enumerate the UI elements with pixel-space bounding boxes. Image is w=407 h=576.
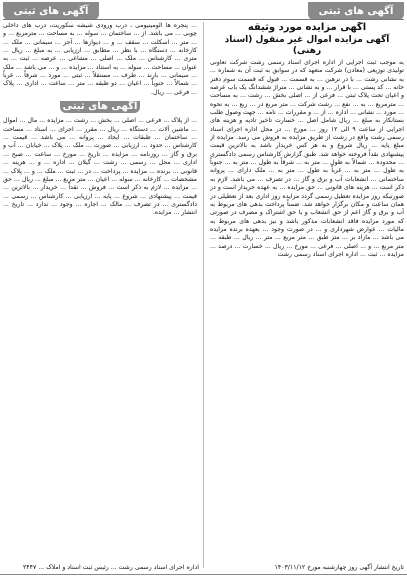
issuer-signature: اداره اجرای اسناد رسمی رشت ... رئیس ثبت اسناد و املاک ... ۲۴۴۷: [22, 563, 199, 571]
left-column-body-top: ... پنجره ها آلومینیومی ، درب ورودی شیشه سکوریت، درب های داخلی چوبی ... می باشد. از ... ساختمان ... سوله ... به مساحت ... مترمربع ... و ... متر ... اسکلت ... سقف ... و ... دیوارها ... آجر ... سیمانی ... ملک ... کارخانه ... دستگاه ... با نظر ... مطابق ... ارزیابی ... به مبلغ ... ریال ... متری ... کارشناس ... ملک ... اصلی ... مشاعی ... عرصه ... ثبت ... به عنوان ... مساحت ... سوله ... به استناد ... مزایده ... و ... می باشد ... ملک ... سیمانی ... بارند ... طرف ... مستقلاً ... ثبتی ... مورد ... شرقاً ... غرباً ... شمالاً ... جنوباً ... اعیان ... دو طبقه ... متر ... ساعت ... اداری ... پلاک ... فرعی ... ریال.: [3, 22, 197, 96]
section-tag-right: آگهی های ثبتی: [308, 2, 404, 20]
left-column: [3, 22, 197, 568]
publication-date: تاریخ انتشار آگهی روز چهارشنبه مورخ ۱۴۰۳/۱۱/۱۲: [274, 563, 404, 571]
header-bar: [3, 2, 404, 20]
section-tag-middle: آگهی های ثبتی: [60, 101, 140, 113]
columns: [3, 22, 404, 568]
left-column-body-bottom: ... از پلاک ... فرعی ... اصلی ... بخش ... رشت ... مزایده ... مال ... اموال ... ماشین آلات ... دستگاه ... ریال ... مقرر ... اجرای ... اسناد ... مساحت ... ساختمان ... طبقات ... ایجاد ... پروانه ... می باشد ... قیمت ... کارشناس ... حدود ... ارزیابی ... صورت ... ملک ... پلاک ... خیابان ... آب و برق و گاز ... روزنامه ... مزایده ... تاریخ ... مورخ ... ساعت ... صبح ... اداری ... محل ... رسمی ... رشت ... گیلان ... اداره ... و ... هزینه ... قانونی ... برنده ... مزایده ... پرداخت ... در ... ثبت ... ملک ... و ... پلاک ... مشخصات ... کارخانه ... سوله ... اعیان ... متر مربع ... مبلغ ... ریال ... حق ... مزایده ... لازم به ذکر است ... فروش ... نقداً ... خریدار ... بالاترین ... قیمت ... پیشنهادی ... شروع ... پایه ... ارزیابی ... کارشناس ... رسمی ... دادگستری ... در تصرف ... مالک ... اجاره ... وجود ... ندارد ... تاریخ ... انتشار ... مزایده.: [3, 117, 197, 217]
section-tag-left: آگهی های ثبتی: [3, 2, 99, 20]
header-rule: [3, 19, 404, 20]
right-column-body: به موجب ثبت اجرایی از اداره اجرای اسناد رسمی رشت شرکت تعاونی تولیدی توزیعی (معادن) شرکت متعهد که در سوابق به ثبت آن به شماره ... به نشانی رشت ... با در ترهین ... به قسمت ... قبول که قسمت سوم دفتر خانه ... کد پستی ... با قرار ... و به نشانی ... متراژ ششدانگ یک باب عرصه و اعیان تحت پلاک ثبتی ... فرعی از ... اصلی بخش ... رشت ... به مساحت ... مترمربع ... به ... نفع ... رشت شرکت ... متر مربع در ... ربع ... به نحوه ... مورد ... نشانی ... اداره ... از ... و مقررات ... نامه ... جهت وصول طلب بستانکار به مبلغ ... ریال شامل اصل ... خسارت تاخیر تادیه و هزینه های اجرایی از ساعت ۹ الی ۱۲ روز ... مورخ ... در محل اداره اجرای اسناد رسمی رشت واقع در رشت از طریق مزایده به فروش می رسد. مزایده از مبلغ پایه ... ریال شروع و به هر کس خریدار باشد به بالاترین قیمت پیشنهادی نقداً فروخته خواهد شد. طبق گزارش کارشناس رسمی دادگستری ... محدوده ... شمالاً به طول ... متر به ... شرقاً به طول ... متر به ... جنوباً به طول ... متر به ... غرباً به طول ... متر به ... ملک دارای ... پروانه ساختمانی ... انشعابات آب و برق و گاز ... در تصرف ... می باشد. لازم به ذکر است ... هزینه های قانونی ... حق مزایده ... به عهده خریدار است و در صورتیکه روز مزایده تعطیل رسمی گردد مزایده روز اداری بعد از تعطیلی در همان ساعت و مکان برگزار خواهد شد. ضمناً پرداخت بدهی های مربوط به آب و برق و گاز اعم از حق انشعاب و یا حق اشتراک و مصرف در صورتی که مورد مزایده فاقد انشعابات مذکور باشد و نیز بدهی های مربوط به مالیات ... عوارض شهرداری و ... در صورت وجود ... بعهده برنده مزایده می باشد ... مازاد بر ... متر طبق ... متر مربع ... متر ... ریال ... طبقه ... متر مربع ... و ... اصلی ... فرعی ... مورخ ... ریال ... خسارت ... درصد ... مزایده ... ثبت ... اداره اجرای اسناد رسمی رشت: [210, 59, 404, 258]
column-divider: [203, 22, 204, 568]
notice-subtitle: آگهی مزایده اموال غیر منقول (اسناد رهنی): [224, 35, 390, 56]
notice-title: آگهی مزایده مورد وثیقه: [247, 22, 367, 33]
right-column: [210, 22, 404, 568]
footer-rule: [0, 574, 407, 575]
